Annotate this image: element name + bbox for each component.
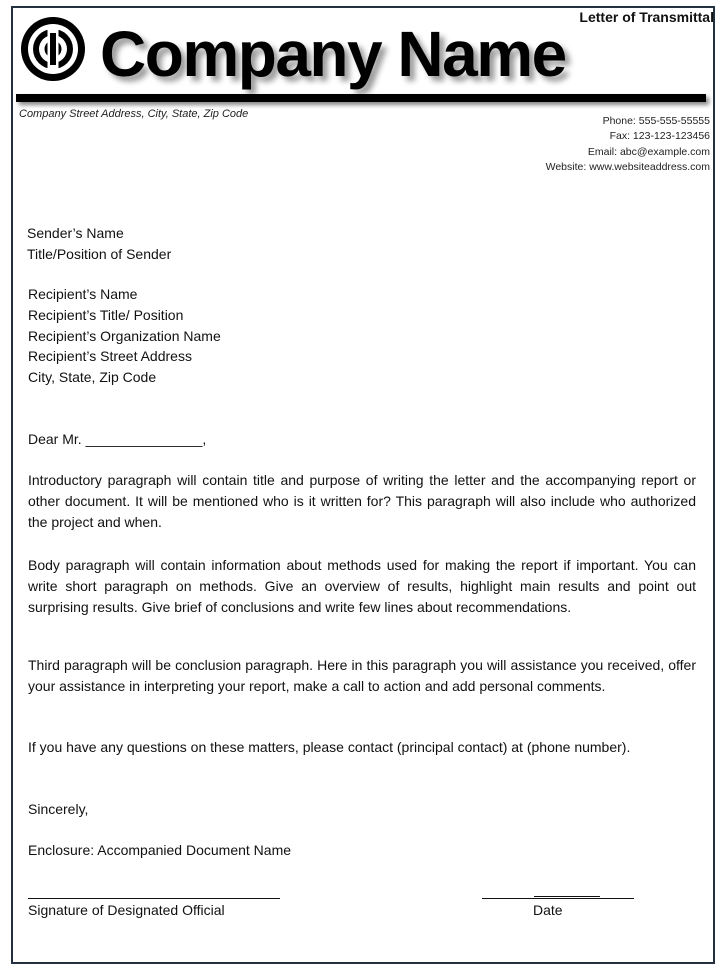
- email-link[interactable]: Email: abc@example.com: [587, 145, 710, 158]
- sender-block: [27, 223, 171, 265]
- body-paragraph: Body paragraph will contain information about methods used for making the report if important. You can write short paragraph on methods. Give an overview of results, highlight main results and point out surprising results. Give brief of conclusions and write few lines about recommendations.: [28, 557, 696, 615]
- website-link[interactable]: Website: www.websiteaddress.com: [545, 160, 710, 173]
- date-line-mark: [534, 896, 600, 897]
- contact-paragraph: If you have any questions on these matters, please contact (principal contact) at (phone number).: [28, 739, 631, 755]
- signature-label: Signature of Designated Official: [28, 902, 225, 918]
- sender-title: Title/Position of Sender: [27, 245, 172, 262]
- recipient-organization: Recipient’s Organization Name: [28, 327, 221, 344]
- recipient-name: Recipient’s Name: [28, 286, 138, 302]
- contact-block: [546, 114, 710, 175]
- signature-line: [28, 898, 280, 899]
- recipient-block: [28, 284, 221, 388]
- document-type-title: Letter of Transmittal: [579, 9, 714, 25]
- intro-paragraph: Introductory paragraph will contain title and purpose of writing the letter and the accompanying report or other document. It will be mentioned who is it written for? This paragraph will also include who authorized the project and when.: [28, 472, 696, 530]
- salutation: Dear Mr. _______________,: [28, 431, 207, 447]
- closing: Sincerely,: [28, 801, 89, 817]
- date-line: [482, 898, 634, 899]
- conclusion-paragraph: Third paragraph will be conclusion paragraph. Here in this paragraph you will assistance you received, offer your assistance in interpreting your report, make a call to action and add personal comments.: [28, 657, 696, 694]
- sender-name: Sender’s Name: [27, 225, 124, 241]
- date-label: Date: [533, 902, 563, 918]
- recipient-street: Recipient’s Street Address: [28, 348, 192, 365]
- recipient-title: Recipient’s Title/ Position: [28, 306, 184, 323]
- concentric-emblem-icon: [19, 15, 87, 83]
- header-divider: [16, 94, 706, 102]
- fax-text: Fax: 123-123-123456: [609, 130, 710, 143]
- recipient-city: City, State, Zip Code: [28, 369, 157, 386]
- company-name: Company Name: [100, 18, 566, 90]
- company-address: Company Street Address, City, State, Zip Code: [19, 108, 249, 120]
- phone-text: Phone: 555-555-55555: [602, 115, 710, 127]
- enclosure: Enclosure: Accompanied Document Name: [28, 842, 292, 858]
